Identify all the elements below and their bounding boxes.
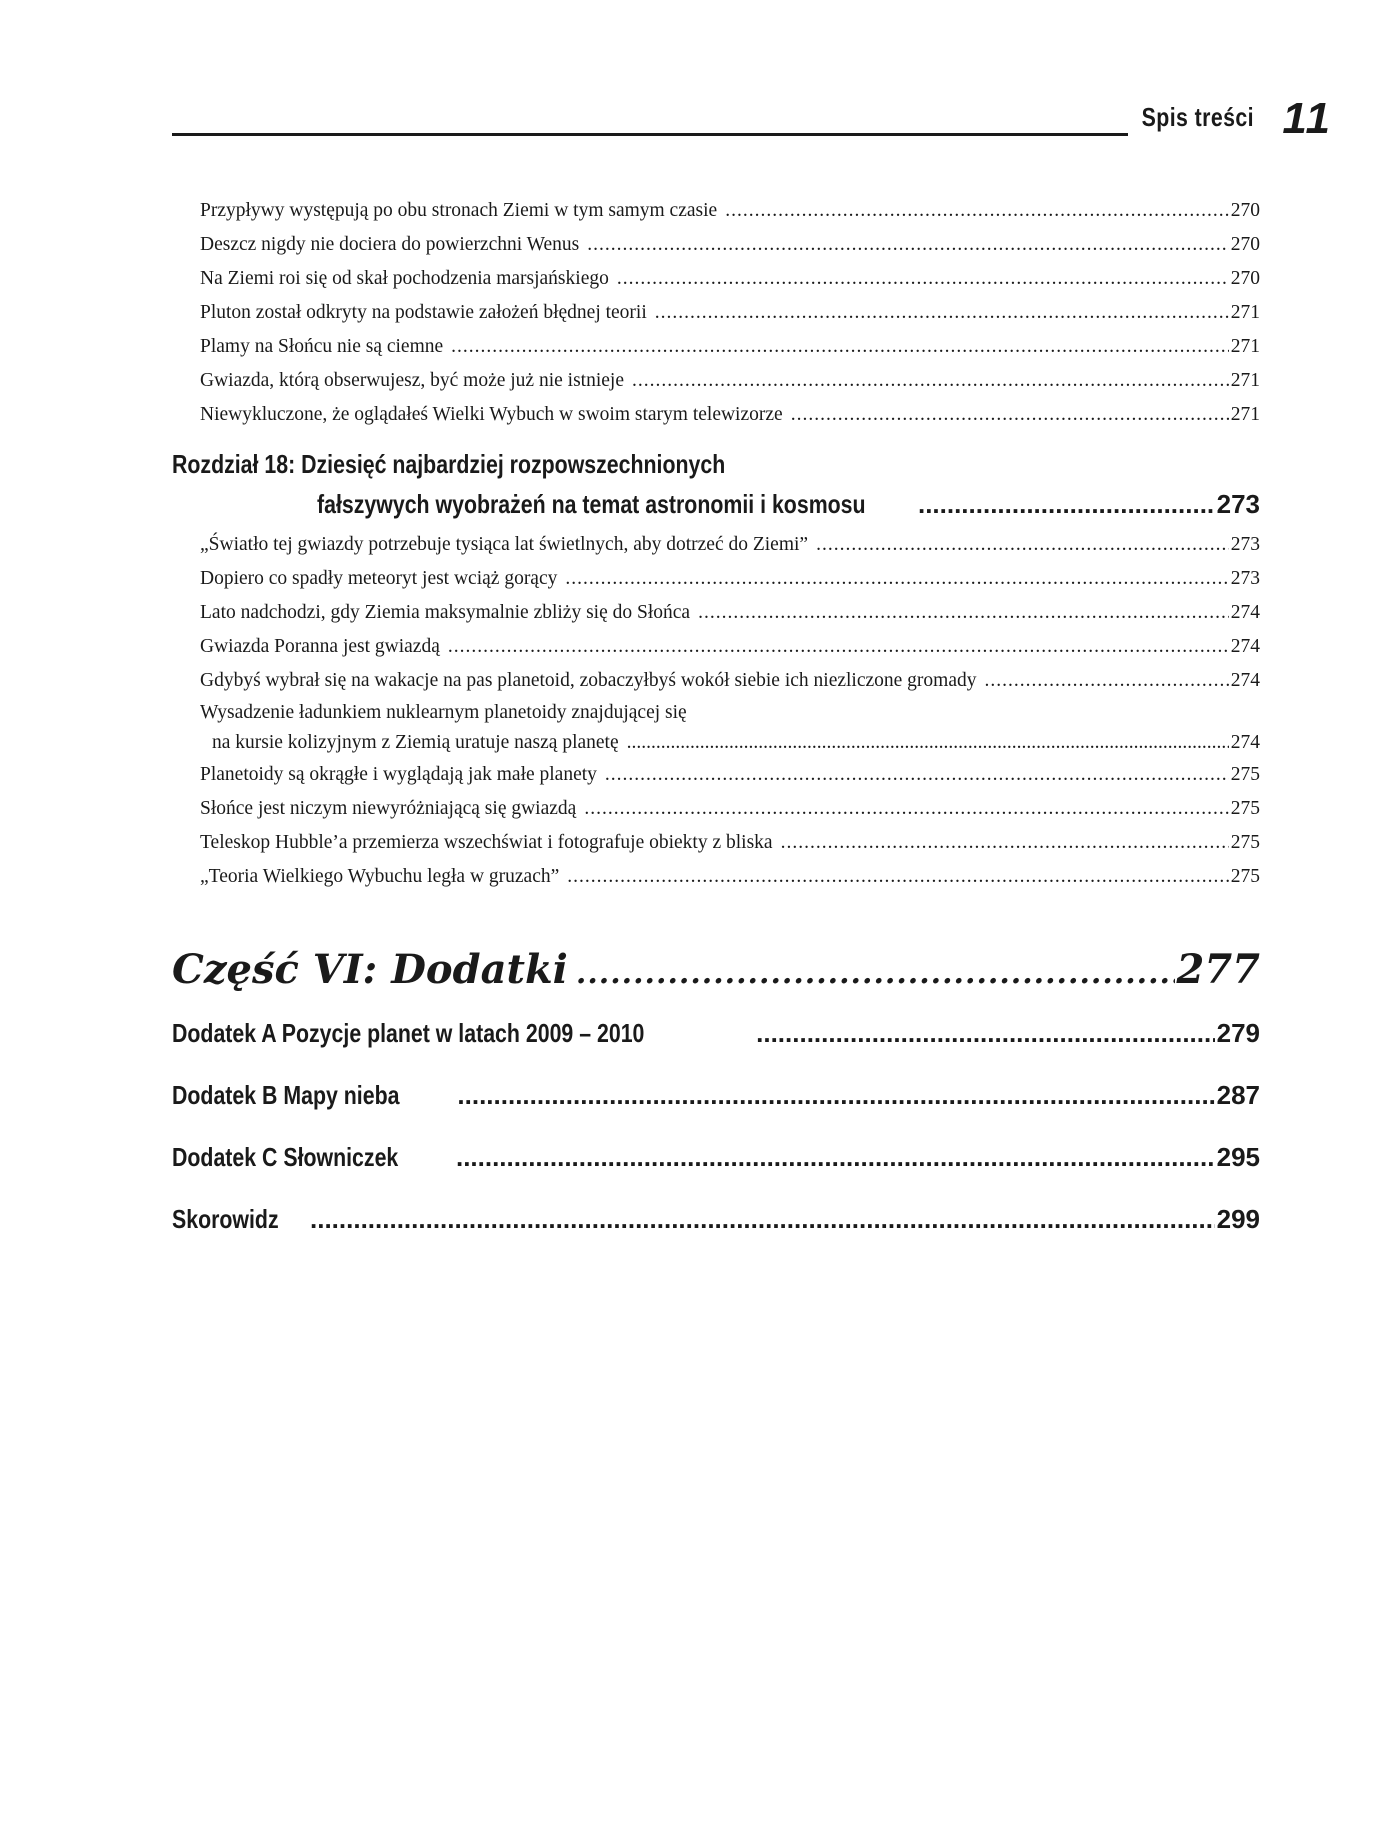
toc-entry[interactable] — [172, 194, 1260, 228]
entry-title-line1: Wysadzenie ładunkiem nuklearnym planetoidy znajdującej się — [200, 702, 687, 723]
entry-page: 271 — [1230, 336, 1260, 357]
page-number: 11 — [1282, 94, 1332, 143]
appendix-page: 287 — [1216, 1080, 1260, 1110]
leader-dots — [456, 1126, 1215, 1188]
leader-dots — [655, 296, 1229, 330]
toc-appendix-entry[interactable] — [172, 1126, 1260, 1188]
toc-entry[interactable] — [172, 826, 1260, 860]
entry-title: Lato nadchodzi, gdy Ziemia maksymalnie zbliży się do Słońca — [200, 602, 691, 623]
entry-title: Planetoidy są okrągłe i wyglądają jak małe planety — [200, 764, 597, 785]
toc-entry[interactable] — [172, 364, 1260, 398]
leader-dots — [617, 262, 1229, 296]
toc-appendix-entry[interactable] — [172, 1064, 1260, 1126]
toc-section-top — [172, 194, 1260, 432]
appendix-title: Dodatek C Słowniczek — [172, 1142, 399, 1172]
entry-title: Na Ziemi roi się od skał pochodzenia marsjańskiego — [200, 268, 609, 289]
entry-title: Przypływy występują po obu stronach Ziemi w tym samym czasie — [200, 200, 718, 221]
toc-entry[interactable] — [172, 630, 1260, 664]
entry-title: Gdybyś wybrał się na wakacje na pas planetoid, zobaczyłbyś wokół siebie ich niezliczone gromady — [200, 670, 977, 691]
toc-section-appendices — [172, 1002, 1260, 1250]
entry-title: Pluton został odkryty na podstawie założeń błędnej teorii — [200, 302, 647, 323]
appendix-page: 279 — [1216, 1018, 1260, 1048]
header-rule — [172, 133, 1128, 136]
leader-dots — [584, 792, 1228, 826]
toc-entry[interactable] — [172, 562, 1260, 596]
appendix-title: Skorowidz — [172, 1204, 279, 1234]
entry-title: Niewykluczone, że oglądałeś Wielki Wybuch w swoim starym telewizorze — [200, 404, 783, 425]
entry-page: 270 — [1230, 200, 1260, 221]
toc-appendix-entry[interactable] — [172, 1002, 1260, 1064]
header-title: Spis treści — [1141, 102, 1254, 132]
entry-page: 270 — [1230, 268, 1260, 289]
running-header — [172, 94, 1332, 143]
toc-entry-wrapped[interactable] — [172, 698, 1260, 758]
leader-dots — [451, 330, 1229, 364]
entry-page: 274 — [1230, 670, 1260, 691]
entry-title: Dopiero co spadły meteoryt jest wciąż gorący — [200, 568, 558, 589]
appendix-title: Dodatek B Mapy nieba — [172, 1080, 400, 1110]
entry-title: Słońce jest niczym niewyróżniającą się gwiazdą — [200, 798, 577, 819]
leader-dots — [918, 484, 1215, 524]
entry-page: 275 — [1230, 764, 1260, 785]
toc-entry[interactable] — [172, 860, 1260, 894]
appendix-title: Dodatek A Pozycje planet w latach 2009 – 2010 — [172, 1018, 645, 1048]
toc-entry[interactable] — [172, 758, 1260, 792]
leader-dots — [576, 944, 1175, 1004]
chapter-page: 273 — [1216, 489, 1260, 519]
entry-title: „Światło tej gwiazdy potrzebuje tysiąca lat świetlnych, aby dotrzeć do Ziemi” — [200, 534, 809, 555]
chapter-18-heading[interactable] — [172, 444, 1260, 524]
leader-dots — [781, 826, 1229, 860]
leader-dots — [567, 860, 1228, 894]
entry-page: 271 — [1230, 302, 1260, 323]
toc-entry[interactable] — [172, 330, 1260, 364]
leader-dots — [632, 364, 1229, 398]
entry-title: Gwiazda, którą obserwujesz, być może już nie istnieje — [200, 370, 624, 391]
entry-page: 273 — [1230, 568, 1260, 589]
entry-title: Teleskop Hubble’a przemierza wszechświat i fotografuje obiekty z bliska — [200, 832, 773, 853]
toc-entry[interactable] — [172, 664, 1260, 698]
entry-page: 275 — [1230, 832, 1260, 853]
entry-page: 270 — [1230, 234, 1260, 255]
toc-entry[interactable] — [172, 296, 1260, 330]
entry-title-line2: na kursie kolizyjnym z Ziemią uratuje naszą planetę — [212, 732, 619, 753]
leader-dots — [565, 562, 1228, 596]
toc-entry[interactable] — [172, 596, 1260, 630]
chapter-title-line1: Rozdział 18: Dziesięć najbardziej rozpowszechnionych — [172, 449, 726, 479]
entry-title: Deszcz nigdy nie dociera do powierzchni Wenus — [200, 234, 580, 255]
leader-dots — [627, 728, 1229, 758]
leader-dots — [725, 194, 1229, 228]
toc-entry[interactable] — [172, 528, 1260, 562]
toc-entry[interactable] — [172, 228, 1260, 262]
entry-title: „Teoria Wielkiego Wybuchu legła w gruzach” — [200, 866, 560, 887]
leader-dots — [448, 630, 1229, 664]
leader-dots — [698, 596, 1229, 630]
entry-page: 274 — [1230, 636, 1260, 657]
leader-dots — [310, 1188, 1215, 1250]
toc-appendix-entry[interactable] — [172, 1188, 1260, 1250]
entry-page: 275 — [1230, 866, 1260, 887]
leader-dots — [756, 1002, 1214, 1064]
leader-dots — [816, 528, 1229, 562]
part-title: Część VI: Dodatki — [172, 946, 568, 993]
part-6-heading[interactable] — [172, 940, 1260, 1004]
chapter-title-line2: fałszywych wyobrażeń na temat astronomii i kosmosu — [317, 489, 866, 519]
leader-dots — [791, 398, 1229, 432]
entry-page: 271 — [1230, 404, 1260, 425]
entry-page: 273 — [1230, 534, 1260, 555]
leader-dots — [985, 664, 1229, 698]
leader-dots — [457, 1064, 1214, 1126]
leader-dots — [587, 228, 1228, 262]
appendix-page: 295 — [1216, 1142, 1260, 1172]
toc-entry[interactable] — [172, 262, 1260, 296]
appendix-page: 299 — [1216, 1204, 1260, 1234]
toc-entry[interactable] — [172, 792, 1260, 826]
toc-section-chapter18 — [172, 528, 1260, 894]
entry-page: 274 — [1230, 732, 1260, 753]
entry-title: Gwiazda Poranna jest gwiazdą — [200, 636, 440, 657]
entry-page: 275 — [1230, 798, 1260, 819]
leader-dots — [605, 758, 1229, 792]
entry-page: 271 — [1230, 370, 1260, 391]
toc-entry[interactable] — [172, 398, 1260, 432]
entry-title: Plamy na Słońcu nie są ciemne — [200, 336, 444, 357]
part-page: 277 — [1176, 946, 1260, 993]
entry-page: 274 — [1230, 602, 1260, 623]
